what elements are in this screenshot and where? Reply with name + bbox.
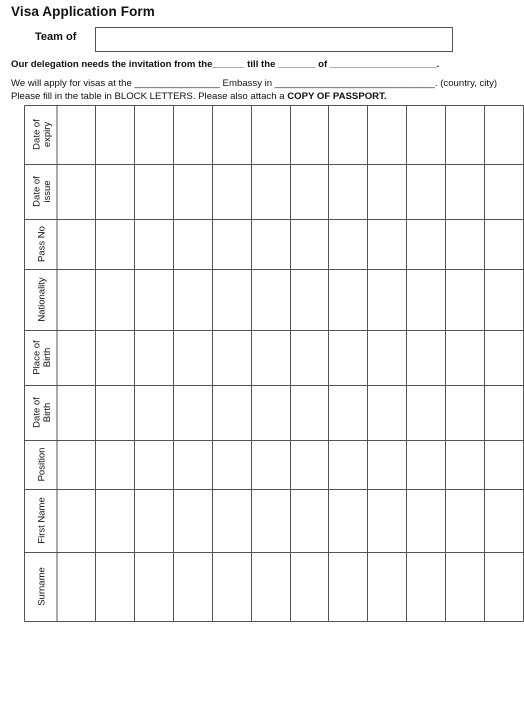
table-cell[interactable] <box>292 165 329 219</box>
row-label-text: Nationality <box>36 277 48 322</box>
table-cell[interactable] <box>253 331 291 385</box>
row-label <box>37 277 48 322</box>
table-cell[interactable] <box>292 441 329 489</box>
table-cell[interactable] <box>486 553 524 621</box>
table-cell[interactable] <box>447 270 485 330</box>
table-cell[interactable] <box>369 270 407 330</box>
table-cell[interactable] <box>175 165 213 219</box>
embassy-line: We will apply for visas at the ________________ Embassy in ______________________________. (country, city) <box>11 78 498 89</box>
table-cell[interactable] <box>408 270 446 330</box>
table-cell[interactable] <box>486 386 524 440</box>
row-label-text: Date of <box>31 397 43 428</box>
table-cell[interactable] <box>136 165 174 219</box>
table-cell[interactable] <box>447 106 485 164</box>
table-cell[interactable] <box>447 220 485 269</box>
table-cell[interactable] <box>292 386 329 440</box>
table-cell[interactable] <box>214 331 252 385</box>
table-cell[interactable] <box>369 220 407 269</box>
table-cell[interactable] <box>408 553 446 621</box>
table-cell[interactable] <box>292 270 329 330</box>
table-cell[interactable] <box>330 386 368 440</box>
table-cell[interactable] <box>253 106 291 164</box>
table-cell[interactable] <box>175 441 213 489</box>
table-cell[interactable] <box>58 106 95 164</box>
table-cell[interactable] <box>369 165 407 219</box>
table-cell[interactable] <box>214 220 252 269</box>
row-label-text: Place of <box>31 340 43 375</box>
table-cell[interactable] <box>408 106 446 164</box>
table-cell[interactable] <box>330 441 368 489</box>
table-cell[interactable] <box>214 490 252 552</box>
table-cell[interactable] <box>136 270 174 330</box>
table-cell[interactable] <box>58 441 95 489</box>
table-cell[interactable] <box>136 441 174 489</box>
table-cell[interactable] <box>408 490 446 552</box>
table-cell[interactable] <box>58 270 95 330</box>
table-cell[interactable] <box>175 331 213 385</box>
table-cell[interactable] <box>214 106 252 164</box>
table-cell[interactable] <box>214 165 252 219</box>
table-cell[interactable] <box>214 553 252 621</box>
table-cell[interactable] <box>97 490 135 552</box>
table-cell[interactable] <box>447 490 485 552</box>
table-cell[interactable] <box>58 553 95 621</box>
table-cell[interactable] <box>175 220 213 269</box>
table-cell[interactable] <box>330 331 368 385</box>
table-cell[interactable] <box>292 490 329 552</box>
table-cell[interactable] <box>486 165 524 219</box>
table-cell[interactable] <box>97 386 135 440</box>
table-cell[interactable] <box>136 386 174 440</box>
table-cell[interactable] <box>369 553 407 621</box>
table-cell[interactable] <box>486 106 524 164</box>
table-cell[interactable] <box>58 220 95 269</box>
table-cell[interactable] <box>369 490 407 552</box>
table-cell[interactable] <box>175 270 213 330</box>
table-cell[interactable] <box>136 490 174 552</box>
table-cell[interactable] <box>486 331 524 385</box>
table-cell[interactable] <box>253 553 291 621</box>
table-cell[interactable] <box>369 331 407 385</box>
row-label-text: Pass No <box>36 226 48 262</box>
passport-emphasis: COPY OF PASSPORT. <box>287 91 387 102</box>
table-cell[interactable] <box>292 106 329 164</box>
row-label-text: expiry <box>41 121 53 148</box>
table-cell[interactable] <box>97 441 135 489</box>
row-label-text: Birth <box>41 347 53 368</box>
table-cell[interactable] <box>58 331 95 385</box>
table-cell[interactable] <box>97 106 135 164</box>
row-label <box>31 119 53 150</box>
table-cell[interactable] <box>447 441 485 489</box>
table-cell[interactable] <box>369 441 407 489</box>
table-cell[interactable] <box>175 553 213 621</box>
table-cell[interactable] <box>369 106 407 164</box>
invitation-line: Our delegation needs the invitation from the______ till the _______ of ____________________. <box>11 59 440 70</box>
table-cell[interactable] <box>447 331 485 385</box>
table-cell[interactable] <box>136 331 174 385</box>
table-cell[interactable] <box>214 270 252 330</box>
table-cell[interactable] <box>330 270 368 330</box>
table-cell[interactable] <box>97 165 135 219</box>
table-cell[interactable] <box>447 553 485 621</box>
table-cell[interactable] <box>330 220 368 269</box>
table-cell[interactable] <box>175 490 213 552</box>
table-cell[interactable] <box>486 220 524 269</box>
table-cell[interactable] <box>253 165 291 219</box>
table-cell[interactable] <box>175 106 213 164</box>
table-cell[interactable] <box>330 165 368 219</box>
row-label-text: Surname <box>36 567 48 606</box>
table-cell[interactable] <box>369 386 407 440</box>
team-input[interactable] <box>95 27 453 52</box>
table-cell[interactable] <box>136 106 174 164</box>
applicant-table <box>24 105 524 623</box>
table-cell[interactable] <box>58 490 95 552</box>
table-cell[interactable] <box>408 331 446 385</box>
table-cell[interactable] <box>447 165 485 219</box>
table-cell[interactable] <box>253 441 291 489</box>
table-cell[interactable] <box>292 220 329 269</box>
table-cell[interactable] <box>136 553 174 621</box>
table-cell[interactable] <box>58 386 95 440</box>
table-cell[interactable] <box>330 490 368 552</box>
table-cell[interactable] <box>330 106 368 164</box>
table-cell[interactable] <box>292 553 329 621</box>
table-cell[interactable] <box>253 270 291 330</box>
row-label-text: Date of <box>31 176 43 207</box>
team-label: Team of <box>35 31 77 43</box>
table-cell[interactable] <box>408 220 446 269</box>
table-cell[interactable] <box>97 270 135 330</box>
row-label <box>37 226 48 262</box>
table-cell[interactable] <box>253 490 291 552</box>
table-cell[interactable] <box>408 386 446 440</box>
table-cell[interactable] <box>97 553 135 621</box>
table-cell[interactable] <box>486 441 524 489</box>
instruction-text: Please fill in the table in BLOCK LETTERS. Please also attach a <box>11 91 288 102</box>
row-label <box>37 448 48 482</box>
table-cell[interactable] <box>486 270 524 330</box>
table-cell[interactable] <box>214 386 252 440</box>
instruction-line <box>11 91 387 102</box>
table-cell[interactable] <box>136 220 174 269</box>
table-cell[interactable] <box>408 165 446 219</box>
table-cell[interactable] <box>486 490 524 552</box>
row-label-text: Date of <box>31 119 43 150</box>
table-cell[interactable] <box>253 386 291 440</box>
table-cell[interactable] <box>447 386 485 440</box>
form-title: Visa Application Form <box>11 4 155 19</box>
table-cell[interactable] <box>292 331 329 385</box>
row-label-text: Position <box>36 447 48 482</box>
row-label <box>37 497 48 543</box>
row-label <box>37 567 48 606</box>
row-label-text: issue <box>41 180 53 203</box>
table-cell[interactable] <box>97 220 135 269</box>
row-label <box>31 176 53 207</box>
applicant-table-grid <box>24 105 524 623</box>
table-cell[interactable] <box>253 220 291 269</box>
table-cell[interactable] <box>175 386 213 440</box>
table-cell[interactable] <box>408 441 446 489</box>
table-cell[interactable] <box>58 165 95 219</box>
table-cell[interactable] <box>97 331 135 385</box>
table-cell[interactable] <box>330 553 368 621</box>
row-label-text: First Name <box>36 497 48 544</box>
row-label-text: Birth <box>41 402 53 423</box>
table-cell[interactable] <box>214 441 252 489</box>
